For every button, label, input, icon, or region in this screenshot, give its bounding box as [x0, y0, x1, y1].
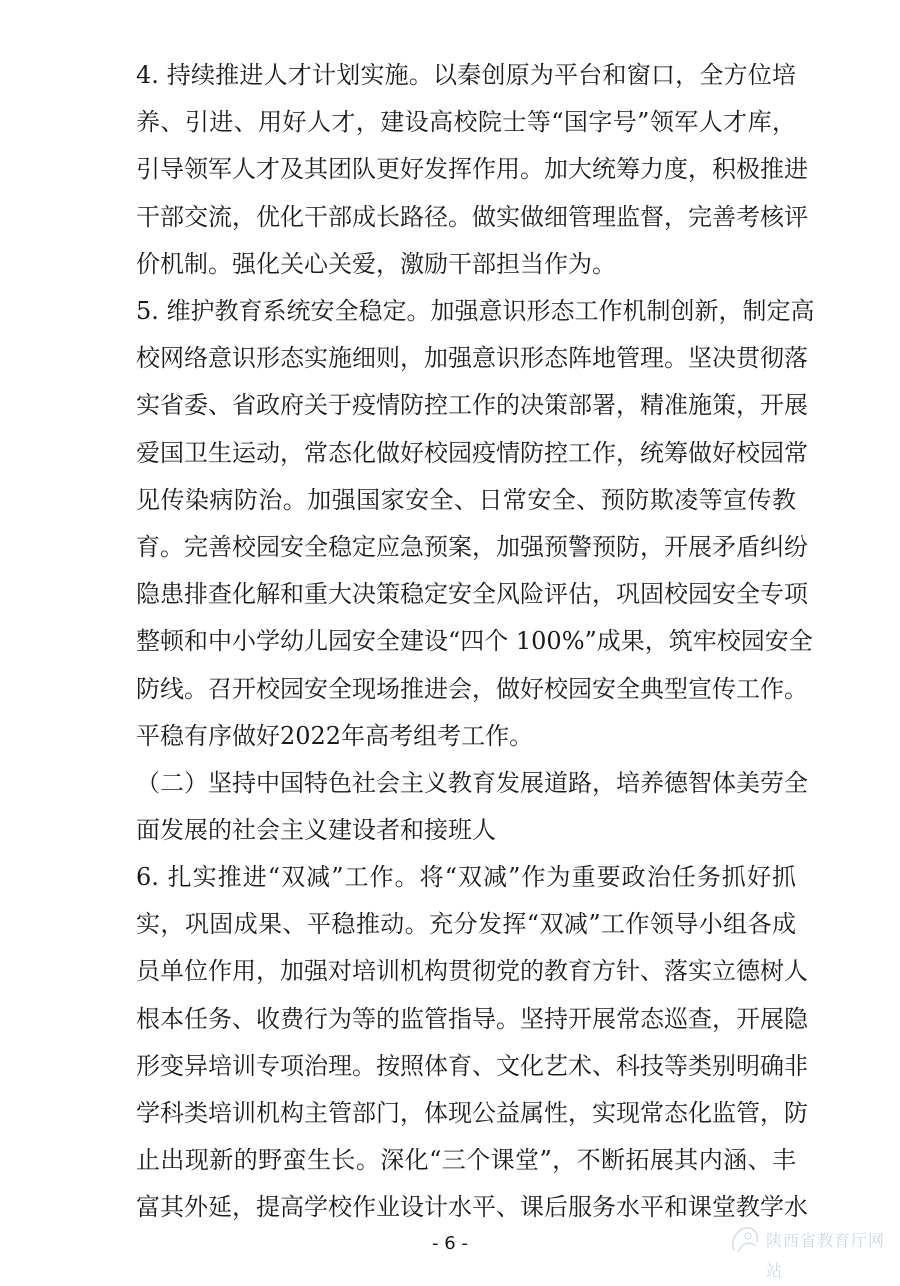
text-line: 整顿和中小学幼儿园安全建设“四个 100%”成果，筑牢校园安全: [136, 627, 813, 656]
text-line: 防线。召开校园安全现场推进会，做好校园安全典型宣传工作。: [136, 674, 808, 703]
text-line: 干部交流，优化干部成长路径。做实做细管理监督，完善考核评: [136, 202, 808, 231]
text-line: （二）坚持中国特色社会主义教育发展道路，培养德智体美劳全: [136, 769, 808, 797]
watermark-logo-icon: [728, 1222, 762, 1258]
text-line: 员单位作用，加强对培训机构贯彻党的教育方针、落实立德树人: [136, 957, 808, 986]
text-line: 止出现新的野蛮生长。深化“三个课堂”，不断拓展其内涵、丰: [136, 1146, 796, 1175]
watermark-text: 陕西省教育厅网站: [766, 1231, 886, 1280]
text-line: 养、引进、用好人才，建设高校院士等“国字号”领军人才库，: [136, 108, 796, 137]
text-line: 5. 维护教育系统安全稳定。加强意识形态工作机制创新，制定高: [136, 297, 815, 325]
text-line: 实省委、省政府关于疫情防控工作的决策部署，精准施策，开展: [136, 391, 808, 420]
text-line: 隐患排查化解和重大决策稳定安全风险评估，巩固校园安全专项: [136, 580, 808, 609]
text-line: 根本任务、收费行为等的监管指导。坚持开展常态巡查，开展隐: [136, 1004, 808, 1033]
paragraph-item-5: [136, 288, 815, 760]
text-line: 引导领军人才及其团队更好发挥作用。加大统筹力度，积极推进: [136, 155, 808, 184]
text-line: 形变异培训专项治理。按照体育、文化艺术、科技等类别明确非: [136, 1051, 808, 1080]
text-line: 见传染病防治。加强国家安全、日常安全、预防欺凌等宣传教: [136, 485, 796, 514]
section-heading: [136, 760, 808, 854]
text-line: 爱国卫生运动，常态化做好校园疫情防控工作，统筹做好校园常: [136, 438, 808, 467]
text-line: 4. 持续推进人才计划实施。以秦创原为平台和窗口，全方位培: [136, 61, 796, 89]
text-line: 价机制。强化关心关爱，激励干部担当作为。: [136, 249, 616, 278]
page-number: - 6 -: [432, 1233, 468, 1254]
text-line: 学科类培训机构主管部门，体现公益属性，实现常态化监管，防: [136, 1098, 808, 1127]
text-line: 校网络意识形态实施细则，加强意识形态阵地管理。坚决贯彻落: [136, 344, 808, 373]
text-line: 实，巩固成果、平稳推动。充分发挥“双减”工作领导小组各成: [136, 910, 796, 939]
text-line: 6. 扎实推进“双减”工作。将“双减”作为重要政治任务抓好抓: [136, 863, 796, 891]
text-line: 育。完善校园安全稳定应急预案，加强预警预防，开展矛盾纠纷: [136, 532, 808, 561]
text-line: 面发展的社会主义建设者和接班人: [136, 816, 496, 845]
paragraph-item-6: [136, 854, 808, 1232]
paragraph-item-4: [136, 52, 808, 288]
text-line: 平稳有序做好2022年高考组考工作。: [136, 721, 534, 750]
text-line: 富其外延，提高学校作业设计水平、课后服务水平和课堂教学水: [136, 1193, 808, 1222]
